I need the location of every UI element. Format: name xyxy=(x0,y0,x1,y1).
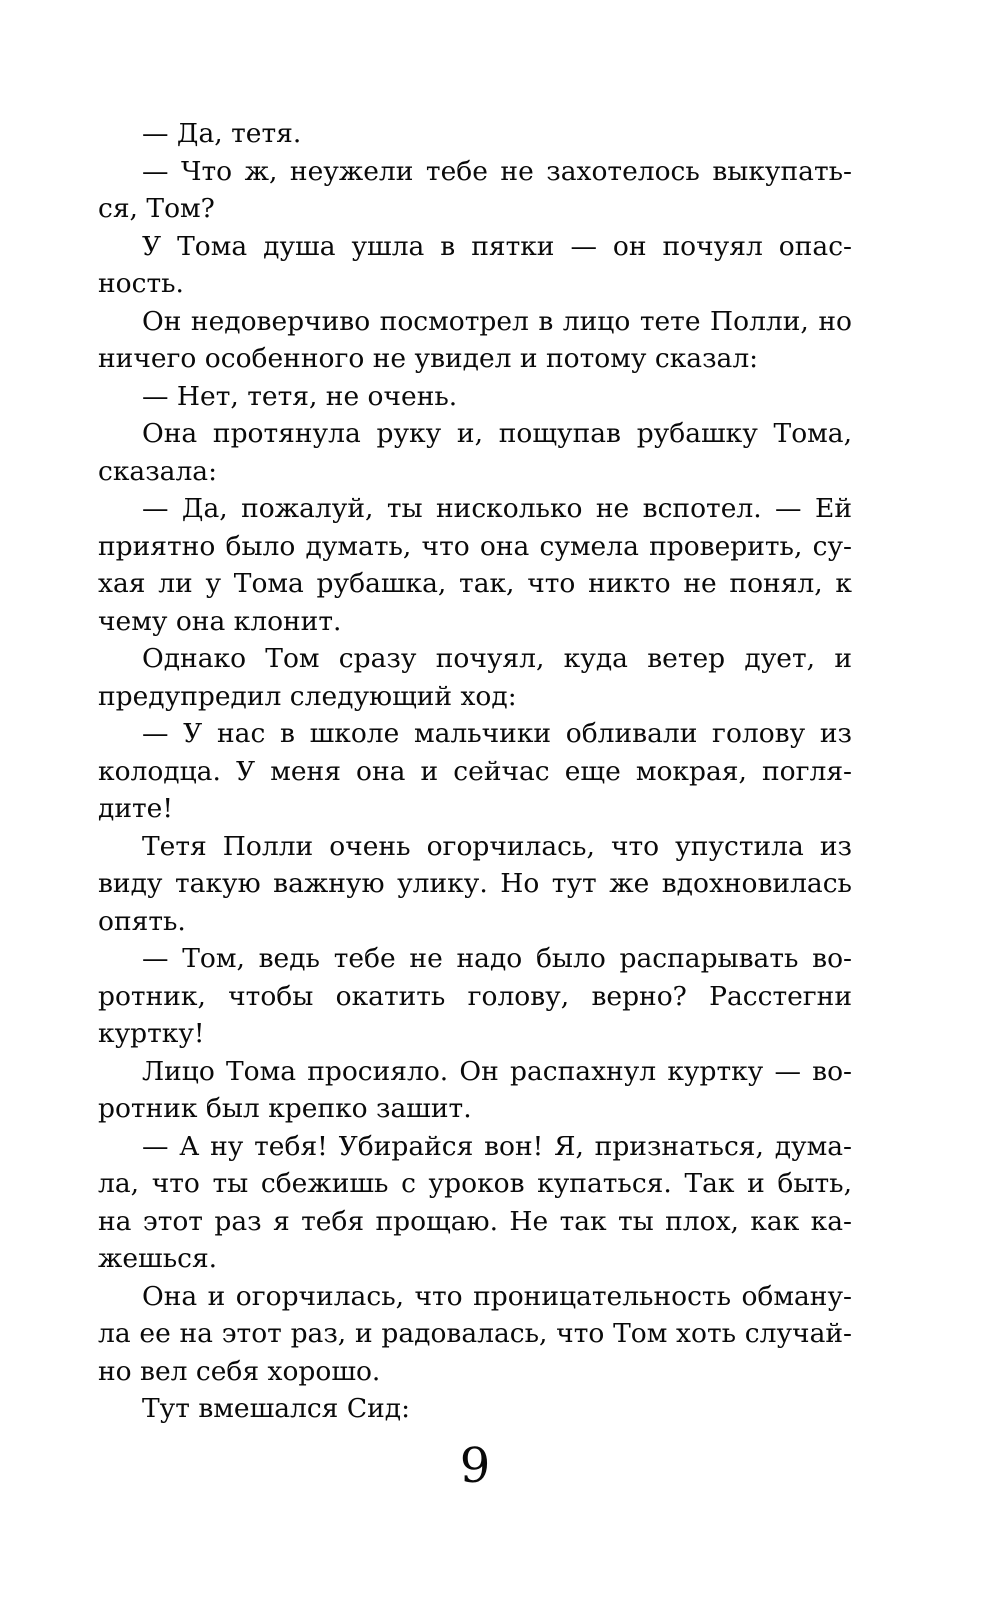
text-line: ла, что ты сбежишь с уроков купаться. Так и быть, xyxy=(98,1168,852,1199)
text-line: Она протянула руку и, пощупав рубашку Тома, xyxy=(142,418,852,449)
text-line: ность. xyxy=(98,268,184,299)
text-line: У Тома душа ушла в пятки — он почуял опас- xyxy=(142,230,852,262)
paragraph xyxy=(98,940,852,1053)
text-line: Он недоверчиво посмотрел в лицо тете Полли, но xyxy=(142,305,852,337)
text-line: колодца. У меня она и сейчас еще мокрая, погля- xyxy=(98,755,852,787)
text-line: Она и огорчилась, что проницательность обману- xyxy=(142,1280,852,1312)
text-line: сказала: xyxy=(98,455,218,487)
text-line: Лицо Тома просияло. Он распахнул куртку — во- xyxy=(142,1055,852,1087)
paragraph xyxy=(98,828,852,941)
text-line: жешься. xyxy=(98,1243,218,1274)
text-line: дите! xyxy=(98,793,173,824)
paragraph xyxy=(98,490,852,640)
paragraph xyxy=(98,415,852,490)
text-line: хая ли у Тома рубашка, так, что никто не понял, к xyxy=(98,568,852,599)
text-line: — А ну тебя! Убирайся вон! Я, признаться, дума- xyxy=(142,1130,852,1162)
paragraph xyxy=(98,153,852,228)
text-line: предупредил следующий ход: xyxy=(98,680,517,712)
text-block xyxy=(98,115,852,1428)
text-line: ся, Том? xyxy=(98,193,215,224)
text-line: ротник был крепко зашит. xyxy=(98,1093,472,1124)
text-line: ла ее на этот раз, и радовалась, что Том хоть случай- xyxy=(98,1318,852,1349)
text-line: — Да, пожалуй, ты нисколько не вспотел. — Ей xyxy=(142,493,852,524)
page-number: 9 xyxy=(459,1438,491,1494)
paragraph xyxy=(98,115,852,153)
paragraph xyxy=(98,1390,852,1428)
text-line: куртку! xyxy=(98,1018,205,1049)
text-line: приятно было думать, что она сумела проверить, су- xyxy=(98,530,852,562)
text-line: Тут вмешался Сид: xyxy=(142,1393,411,1424)
paragraph xyxy=(98,715,852,828)
text-line: опять. xyxy=(98,905,186,937)
text-line: Тетя Полли очень огорчилась, что упустила из xyxy=(142,830,852,862)
text-line: — Том, ведь тебе не надо было распарывать во- xyxy=(142,943,852,974)
text-line: виду такую важную улику. Но тут же вдохновилась xyxy=(98,868,852,899)
text-line: — Да, тетя. xyxy=(142,118,302,149)
text-line: ничего особенного не увидел и потому сказал: xyxy=(98,343,759,374)
text-line: ротник, чтобы окатить голову, верно? Расстегни xyxy=(98,980,852,1012)
text-line: чему она клонит. xyxy=(98,605,342,637)
paragraph xyxy=(98,228,852,303)
paragraph xyxy=(98,378,852,416)
text-line: — Нет, тетя, не очень. xyxy=(142,380,458,412)
text-line: на этот раз я тебя прощаю. Не так ты плох, как ка- xyxy=(98,1205,852,1237)
text-line: Однако Том сразу почуял, куда ветер дует, и xyxy=(142,643,852,674)
text-line: — Что ж, неужели тебе не захотелось выкупать- xyxy=(142,155,852,187)
text-line: — У нас в школе мальчики обливали голову из xyxy=(142,718,852,749)
paragraph xyxy=(98,640,852,715)
paragraph xyxy=(98,1053,852,1128)
paragraph xyxy=(98,1278,852,1391)
paragraph xyxy=(98,303,852,378)
text-line: но вел себя хорошо. xyxy=(98,1355,381,1387)
paragraph xyxy=(98,1128,852,1278)
